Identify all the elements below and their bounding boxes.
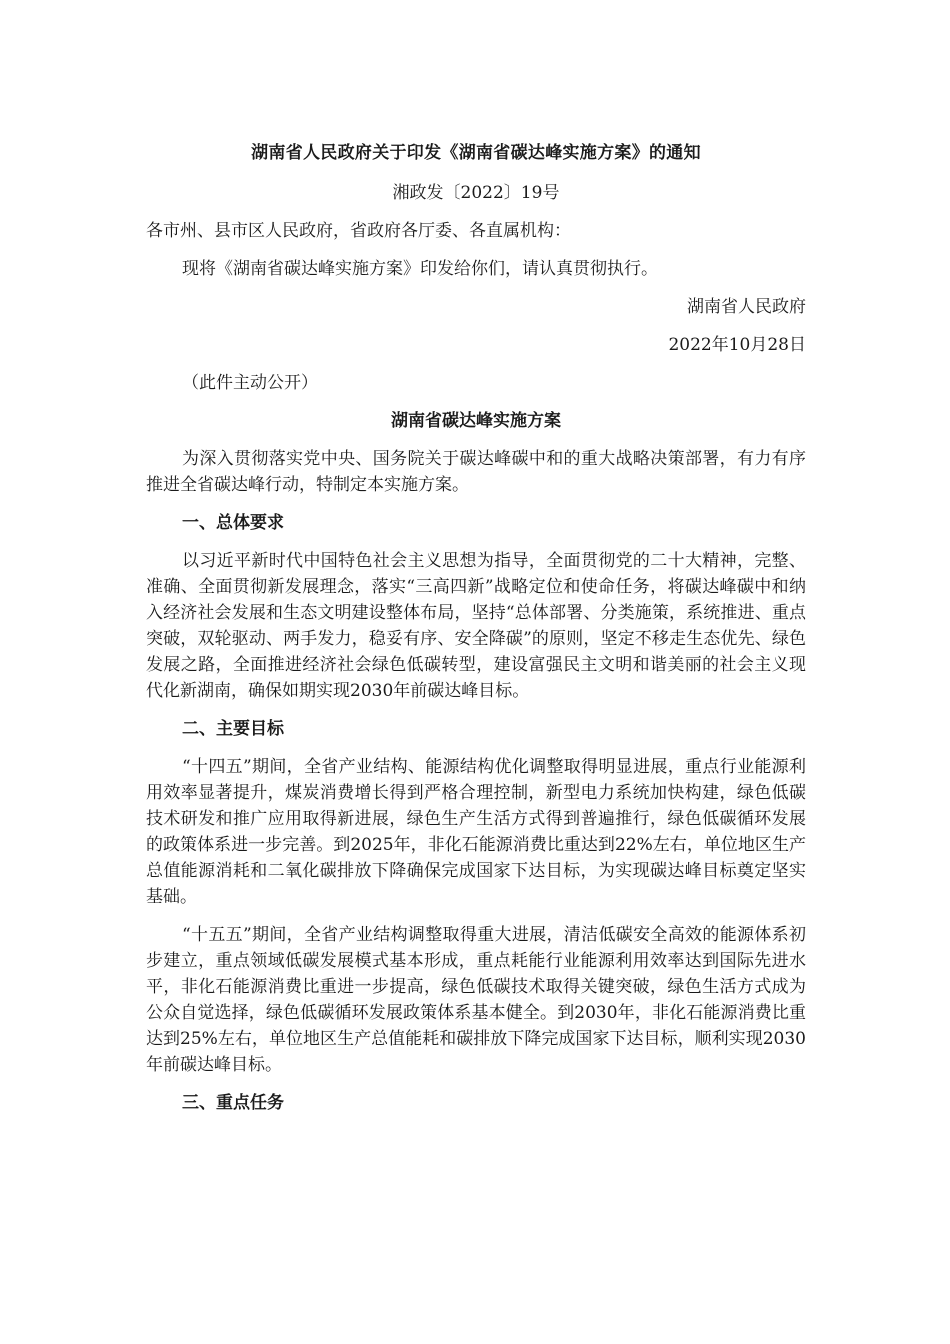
notice-title: 湖南省人民政府关于印发《湖南省碳达峰实施方案》的通知 (251, 143, 701, 163)
section-paragraph: “十四五”期间，全省产业结构、能源结构优化调整取得明显进展，重点行业能源利用效率显著提升，煤炭消费增长得到严格合理控制，新型电力系统加快构建，绿色低碳技术研发和推广应用取得新进展，绿色生产生活方式得到普遍推行，绿色低碳循环发展的政策体系进一步完善。到2025年，非化石能源消费比重达到22%左右，单位地区生产总值能源消耗和二氧化碳排放下降确保完成国家下达目标，为实现碳达峰目标奠定坚实基础。 (146, 757, 806, 907)
issue-date: 2022年10月28日 (668, 335, 806, 355)
section-heading: 二、主要目标 (182, 719, 284, 739)
issuer: 湖南省人民政府 (687, 297, 806, 317)
document-page (146, 140, 806, 1116)
notice-body: 现将《湖南省碳达峰实施方案》印发给你们，请认真贯彻执行。 (182, 259, 658, 279)
section-paragraph: 以习近平新时代中国特色社会主义思想为指导，全面贯彻党的二十大精神，完整、准确、全面贯彻新发展理念，落实“三高四新”战略定位和使命任务，将碳达峰碳中和纳入经济社会发展和生态文明建设整体布局，坚持“总体部署、分类施策，系统推进、重点突破，双轮驱动、两手发力，稳妥有序、安全降碳”的原则，坚定不移走生态优先、绿色发展之路，全面推进经济社会绿色低碳转型，建设富强民主文明和谐美丽的社会主义现代化新湖南，确保如期实现2030年前碳达峰目标。 (146, 551, 806, 701)
plan-intro: 为深入贯彻落实党中央、国务院关于碳达峰碳中和的重大战略决策部署，有力有序推进全省碳达峰行动，特制定本实施方案。 (146, 449, 806, 495)
addressee: 各市州、县市区人民政府，省政府各厅委、各直属机构： (146, 221, 571, 241)
section-heading: 三、重点任务 (182, 1093, 284, 1113)
section-heading: 一、总体要求 (182, 513, 284, 533)
disclosure-note: （此件主动公开） (182, 373, 318, 393)
doc-number: 湘政发〔2022〕19号 (392, 183, 560, 203)
section-paragraph: “十五五”期间，全省产业结构调整取得重大进展，清洁低碳安全高效的能源体系初步建立，重点领域低碳发展模式基本形成，重点耗能行业能源利用效率达到国际先进水平，非化石能源消费比重进一步提高，绿色低碳技术取得关键突破，绿色生活方式成为公众自觉选择，绿色低碳循环发展政策体系基本健全。到2030年，非化石能源消费比重达到25%左右，单位地区生产总值能耗和碳排放下降完成国家下达目标，顺利实现2030年前碳达峰目标。 (146, 925, 806, 1075)
plan-title: 湖南省碳达峰实施方案 (391, 411, 561, 431)
